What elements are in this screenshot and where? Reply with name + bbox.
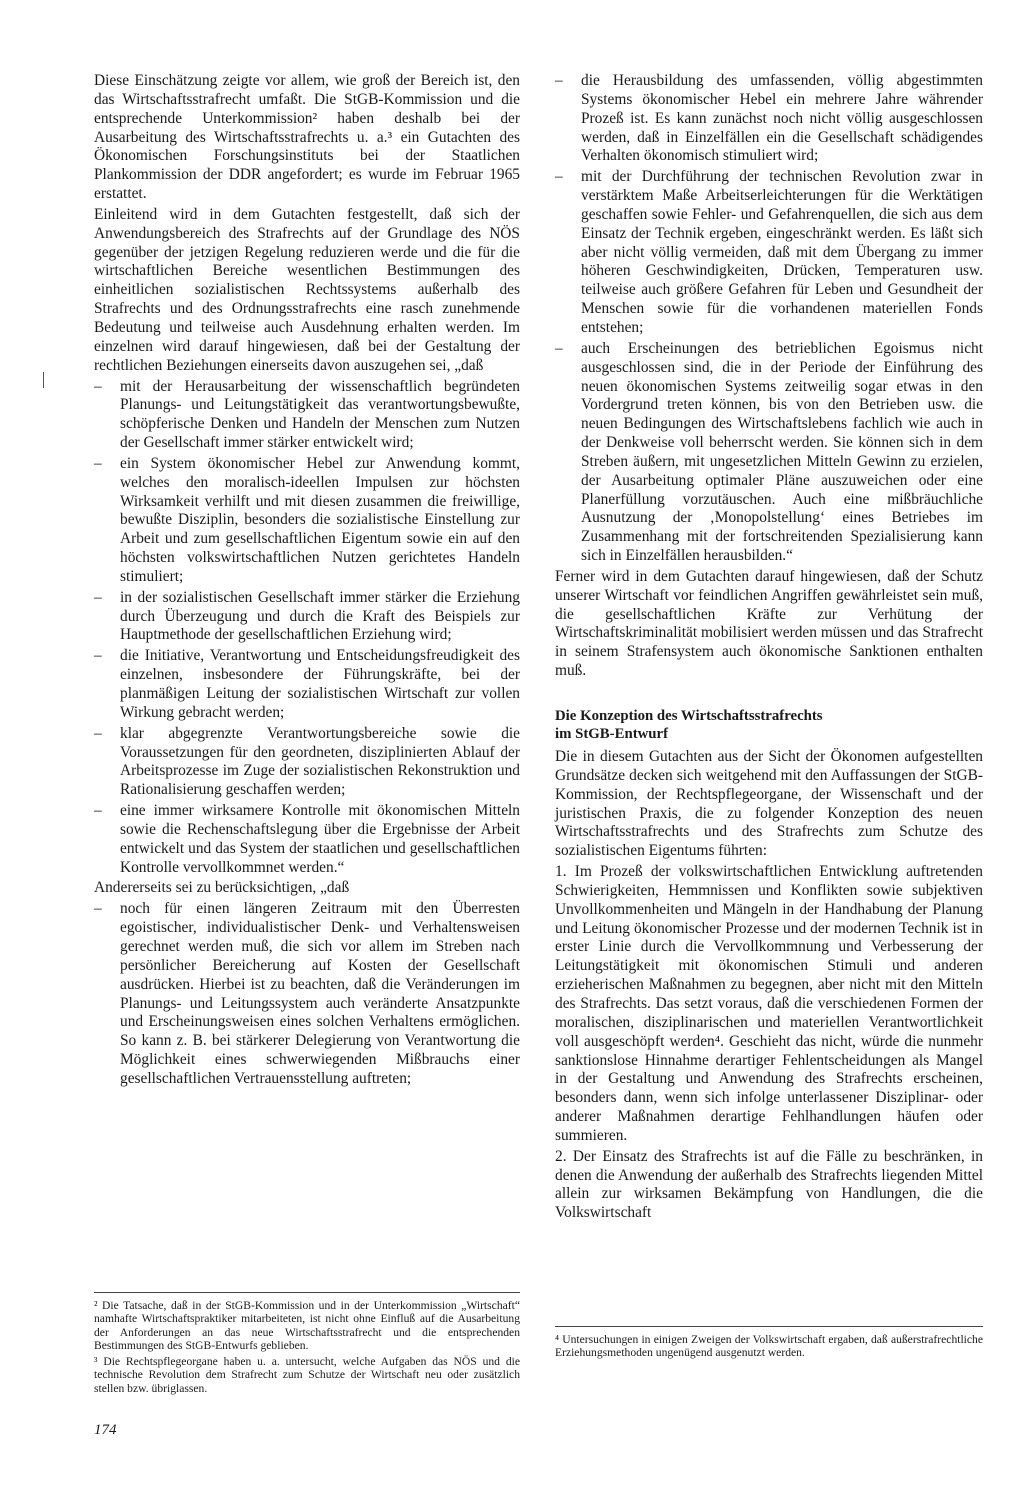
section-heading-line: Die Konzeption des Wirtschaftsstrafrechts [555, 708, 823, 724]
dash-list [94, 378, 520, 878]
list-item: – ein System ökonomischer Hebel zur Anwendung kommt, welches den moralisch-ideellen Impulsen zur höchsten Wirksamkeit verhilft und mit diesen zusammen die freiwillige, bewußte Disziplin, besonders die sozialistische Einstellung zur Arbeit und zum gesellschaftlichen Eigentum sowie ein auf den höchsten volkswirtschaftlichen Nutzen gerichtetes Handeln stimuliert; [94, 455, 520, 587]
list-item: – mit der Durchführung der technischen Revolution zwar in verstärktem Maße Arbeitserleichterungen für die Werktätigen geschaffen sowie Fehler- und Gefahrenquellen, die sich aus dem Einsatz der Technik ergeben, eingeschränkt werden. Es läßt sich aber nicht völlig vermeiden, daß mit dem Übergang zu immer höheren Geschwindigkeiten, Drücken, Temperaturen usw. teilweise auch größere Gefahren für Leben und Gesundheit der Menschen sowie für die vorhandenen materiellen Fonds entstehen; [555, 168, 983, 338]
footnotes-right [555, 1326, 983, 1363]
left-column [94, 72, 520, 1091]
list-item: – mit der Herausarbeitung der wissenschaftlich begründeten Planungs- und Leitungstätigkeit das verantwortungsbewußte, schöpferische Denken und Handeln der Menschen zum Nutzen der Gesellschaft immer stärker entwickelt wird; [94, 378, 520, 453]
list-item: – in der sozialistischen Gesellschaft immer stärker die Erziehung durch Überzeugung und durch die Kraft des Beispiels zur Hauptmethode der gesellschaftlichen Erziehung wird; [94, 589, 520, 646]
list-item: – klar abgegrenzte Verantwortungsbereiche sowie die Voraussetzungen für den geordneten, disziplinierten Ablauf der Arbeitsprozesse im Zuge der sozialistischen Rekonstruktion und Rationalisierung geschaffen werden; [94, 725, 520, 800]
paragraph: 1. Im Prozeß der volkswirtschaftlichen Entwicklung auftretenden Schwierigkeiten, Hemmnissen und Konflikten sowie subjektiven Unvollkommenheiten und Mängeln in der Handhabung der Planung und Leitung ökonomischer Prozesse und der modernen Technik ist in erster Linie durch die Vervollkommnung und Verbesserung der Leitungstätigkeit mit ökonomischen Stimuli und anderen erzieherischen Maßnahmen zu begegnen, aber nicht mit den Mitteln des Strafrechts. Das setzt voraus, daß die verschiedenen Formen der moralischen, disziplinarischen und materiellen Verantwortlichkeit voll ausgeschöpft werden⁴. Geschieht das nicht, würde die nunmehr sanktionslose Hinnahme derartiger Fehlentscheidungen als Mangel in der Gestaltung und Anwendung des Strafrechts erscheinen, besonders dann, wenn sich infolge unterlassener Disziplinar- oder anderer Maßnahmen derartige Fehlhandlungen häufen oder summieren. [555, 863, 983, 1144]
footnote: ⁴ Untersuchungen in einigen Zweigen der Volkswirtschaft ergaben, daß außerstrafrechtliche Erziehungsmethoden ungenügend ausgenutzt werden. [555, 1333, 983, 1360]
page-number: 174 [94, 1422, 117, 1438]
dash-list [555, 72, 983, 566]
margin-mark [43, 372, 44, 388]
paragraph: Die in diesem Gutachten aus der Sicht der Ökonomen aufgestellten Grundsätze decken sich weitgehend mit den Auffassungen der StGB-Kommission, der Rechtspflegeorgane, der Wissenschaft und der juristischen Praxis, die zu folgender Konzeption des neuen Wirtschaftsstrafrechts und des Strafrechts zum Schutze des sozialistischen Eigentums führten: [555, 748, 983, 860]
list-item: – noch für einen längeren Zeitraum mit den Überresten egoistischer, individualistischer Denk- und Verhaltensweisen gerechnet werden muß, die sich vor allem im Streben nach persönlicher Bereicherung auf Kosten der Gesellschaft ausdrücken. Hierbei ist zu beachten, daß die Veränderungen im Planungs- und Leitungssystem auch veränderte Ansatzpunkte und Erscheinungsweisen eines solchen Verhaltens ermöglichen. So kann z. B. bei stärkerer Delegierung von Verantwortung die Möglichkeit eines schwerwiegenden Mißbrauchs einer gesellschaftlichen Vertrauensstellung auftreten; [94, 900, 520, 1088]
paragraph: Diese Einschätzung zeigte vor allem, wie groß der Bereich ist, den das Wirtschaftsstrafrecht umfaßt. Die StGB-Kommission und die entsprechende Unterkommission² haben deshalb bei der Ausarbeitung des Wirtschaftsstrafrechts u. a.³ ein Gutachten des Ökonomischen Forschungsinstituts bei der Staatlichen Plankommission der DDR angefordert; es wurde im Februar 1965 erstattet. [94, 72, 520, 203]
list-item: – auch Erscheinungen des betrieblichen Egoismus nicht ausgeschlossen sind, die in der Periode der Einführung des neuen ökonomischen Systems zeitweilig sogar etwas in den Vordergrund treten können, bis von den Betrieben usw. die neuen Bedingungen des Wirtschaftslebens fachlich wie auch in der Denkweise voll beherrscht werden. Sie können sich in dem Streben äußern, mit ungesetzlichen Mitteln Gewinn zu erzielen, der Ausarbeitung optimaler Pläne auszuweichen oder eine Planerfüllung vorzutäuschen. Auch eine mißbräuchliche Ausnutzung der ‚Monopolstellung‘ eines Betriebes im Zusammenhang mit der fortschreitenden Spezialisierung kann sich in Einzelfällen herausbilden.“ [555, 340, 983, 566]
section-heading [555, 707, 983, 743]
paragraph: Einleitend wird in dem Gutachten festgestellt, daß sich der Anwendungsbereich des Strafrechts auf der Grundlage des NÖS gegenüber der jetzigen Regelung reduzieren werde und die für die wirtschaftlichen Bereiche wesentlichen Bestimmungen des einheitlichen sozialistischen Rechtssystems außerhalb des Strafrechts und des Ordnungsstrafrechts eine rasch zunehmende Bedeutung und teilweise auch Ausdehnung erhalten werden. Im einzelnen wird darauf hingewiesen, daß bei der Gestaltung der rechtlichen Beziehungen einerseits davon auszugehen sei, „daß [94, 205, 520, 374]
section-heading-line: im StGB-Entwurf [555, 726, 669, 742]
list-item: – die Herausbildung des umfassenden, völlig abgestimmten Systems ökonomischer Hebel ein mehrere Jahre währender Prozeß ist. Es kann zunächst noch nicht völlig ausgeschlossen werden, daß in Einzelfällen ein die Gesellschaft schädigendes Verhalten ökonomisch stimuliert wird; [555, 72, 983, 166]
footnotes-left [94, 1292, 520, 1398]
paragraph: 2. Der Einsatz des Strafrechts ist auf die Fälle zu beschränken, in denen die Anwendung der außerhalb des Strafrechts liegenden Mittel allein zur wirksamen Bekämpfung von Handlungen, die die Volkswirtschaft [555, 1147, 983, 1222]
footnote: ² Die Tatsache, daß in der StGB-Kommission und in der Unterkommission „Wirtschaft“ namhafte Wirtschaftspraktiker mitarbeiteten, ist nicht ohne Einfluß auf die Ausarbeitung der Anforderungen an das neue Wirtschaftsstrafrecht und die entsprechenden Bestimmungen des StGB-Entwurfs geblieben. [94, 1299, 520, 1352]
paragraph: Andererseits sei zu berücksichtigen, „daß [94, 879, 350, 897]
right-column [555, 72, 983, 1225]
paragraph: Ferner wird in dem Gutachten darauf hingewiesen, daß der Schutz unserer Wirtschaft vor feindlichen Angriffen gewährleistet sein muß, die gesellschaftlichen Kräfte zur Verhütung der Wirtschaftskriminalität mobilisiert werden müssen und das Strafrecht in seinem Strafensystem auch ökonomische Sanktionen enthalten muß. [555, 567, 983, 680]
dash-list [94, 900, 520, 1088]
footnote: ³ Die Rechtspflegeorgane haben u. a. untersucht, welche Aufgaben das NÖS und die technische Revolution dem Strafrecht zum Schutze der Wirtschaft neu oder zusätzlich stellen bzw. übriglassen. [94, 1355, 520, 1395]
list-item: – die Initiative, Verantwortung und Entscheidungsfreudigkeit des einzelnen, insbesondere der Führungskräfte, bei der planmäßigen Leitung der sozialistischen Wirtschaft zur vollen Wirkung gebracht werden; [94, 647, 520, 722]
list-item: – eine immer wirksamere Kontrolle mit ökonomischen Mitteln sowie die Rechenschaftslegung über die Ergebnisse der Arbeit entwickelt und das System der staatlichen und gesellschaftlichen Kontrolle vervollkommnet werden.“ [94, 802, 520, 877]
